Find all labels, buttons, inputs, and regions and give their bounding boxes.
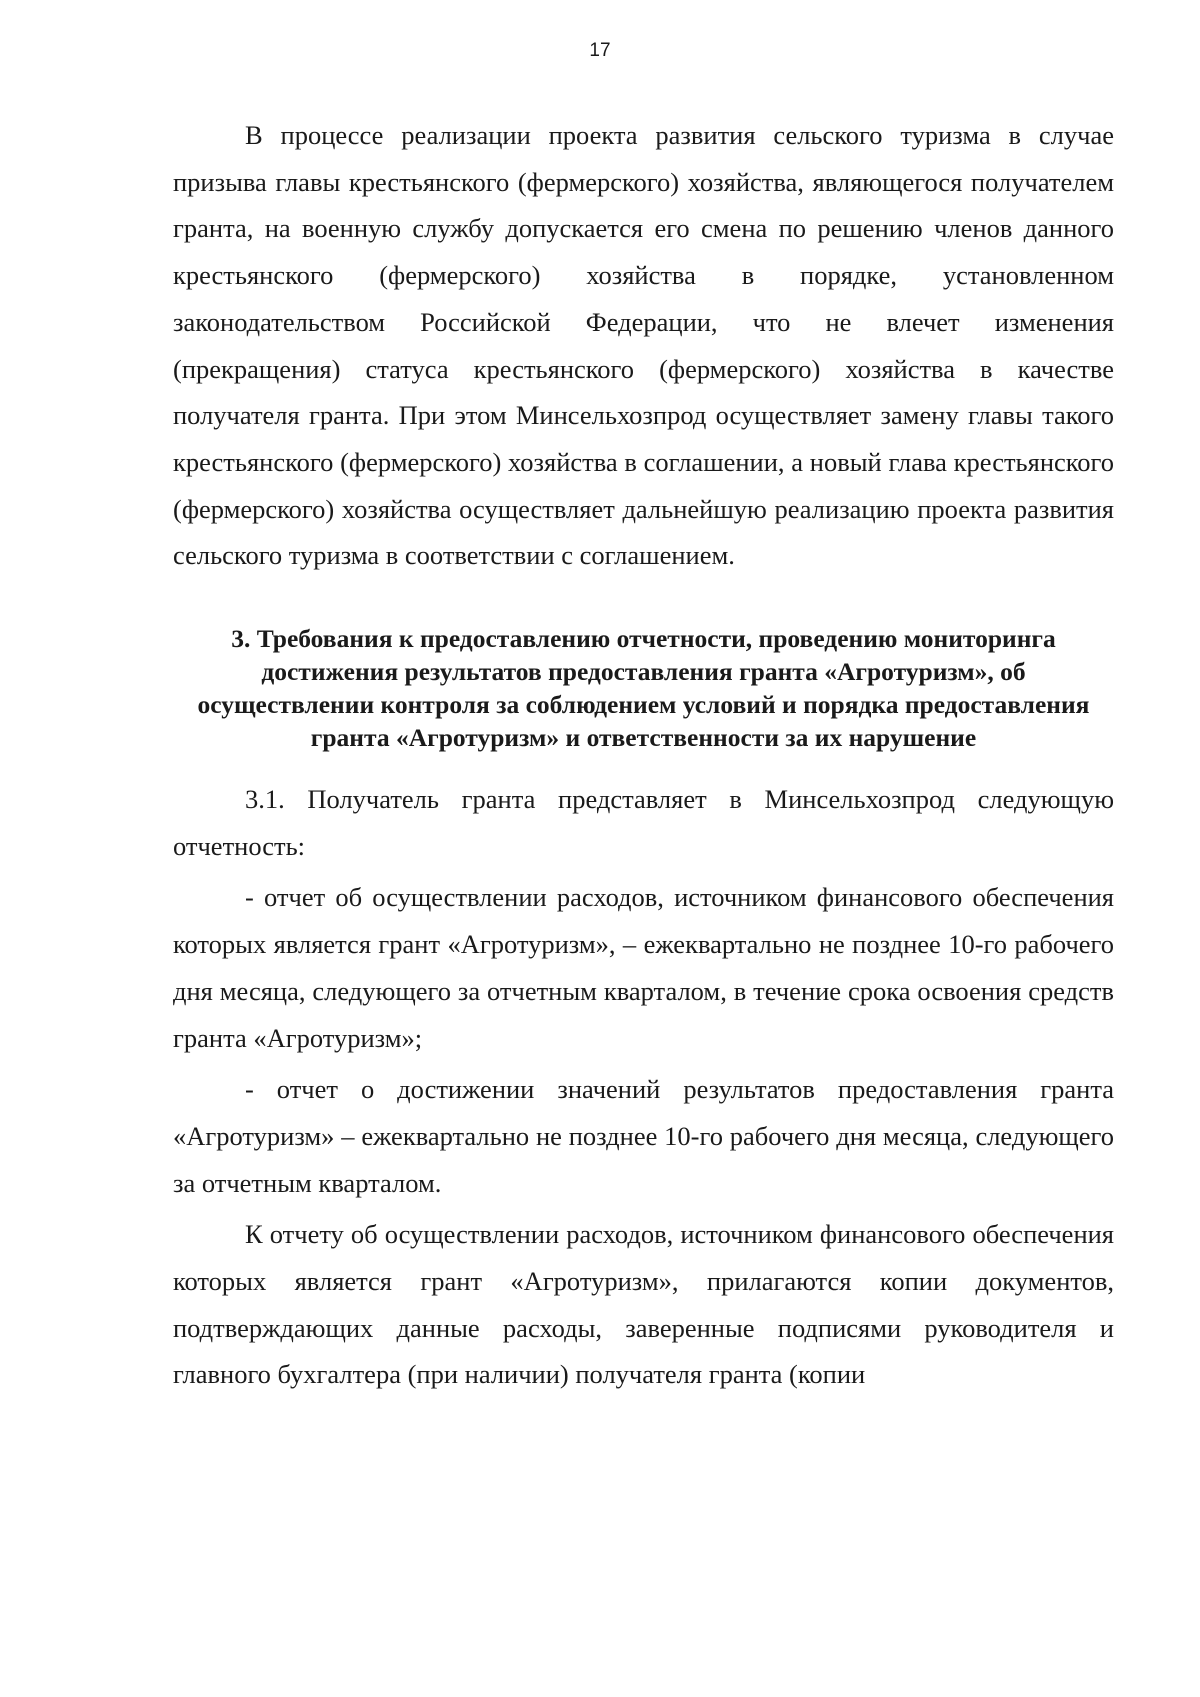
paragraph-report-attachments: К отчету об осуществлении расходов, источником финансового обеспечения которых является грант «Агротуризм», прилагаются копии документов, подтверждающих данные расходы, заверенные подписями руководителя и главного бухгалтера (при наличии) получателя гранта (копии [173,1219,1114,1390]
list-item-results-report: - отчет о достижении значений результатов предоставления гранта «Агротуризм» – ежеквартально не позднее 10-го рабочего дня месяца, следующего за отчетным кварталом. [173,1074,1114,1198]
document-body [173,112,1114,1398]
section-3-heading: 3. Требования к предоставлению отчетности, проведению мониторинга достижения результатов предоставления гранта «Агротуризм», об осуществлении контроля за соблюдением условий и порядка предоставления гранта «Агротуризм» и ответственности за их нарушение [197,624,1090,753]
list-item-expense-report: - отчет об осуществлении расходов, источником финансового обеспечения которых является грант «Агротуризм», – ежеквартально не позднее 10-го рабочего дня месяца, следующего за отчетным кварталом, в течение срока освоения средств гранта «Агротуризм»; [173,882,1114,1053]
page-number: 17 [589,40,611,61]
paragraph-3-1-reporting: 3.1. Получатель гранта представляет в Минсельхозпрод следующую отчетность: [173,784,1114,861]
paragraph-replacement-of-farm-head: В процессе реализации проекта развития сельского туризма в случае призыва главы крестьянского (фермерского) хозяйства, являющегося получателем гранта, на военную службу допускается его смена по решению членов данного крестьянского (фермерского) хозяйства в порядке, установленном законодательством Российской Федерации, что не влечет изменения (прекращения) статуса крестьянского (фермерского) хозяйства в качестве получателя гранта. При этом Минсельхозпрод осуществляет замену главы такого крестьянского (фермерского) хозяйства в соглашении, а новый глава крестьянского (фермерского) хозяйства осуществляет дальнейшую реализацию проекта развития сельского туризма в соответствии с соглашением. [173,120,1114,571]
